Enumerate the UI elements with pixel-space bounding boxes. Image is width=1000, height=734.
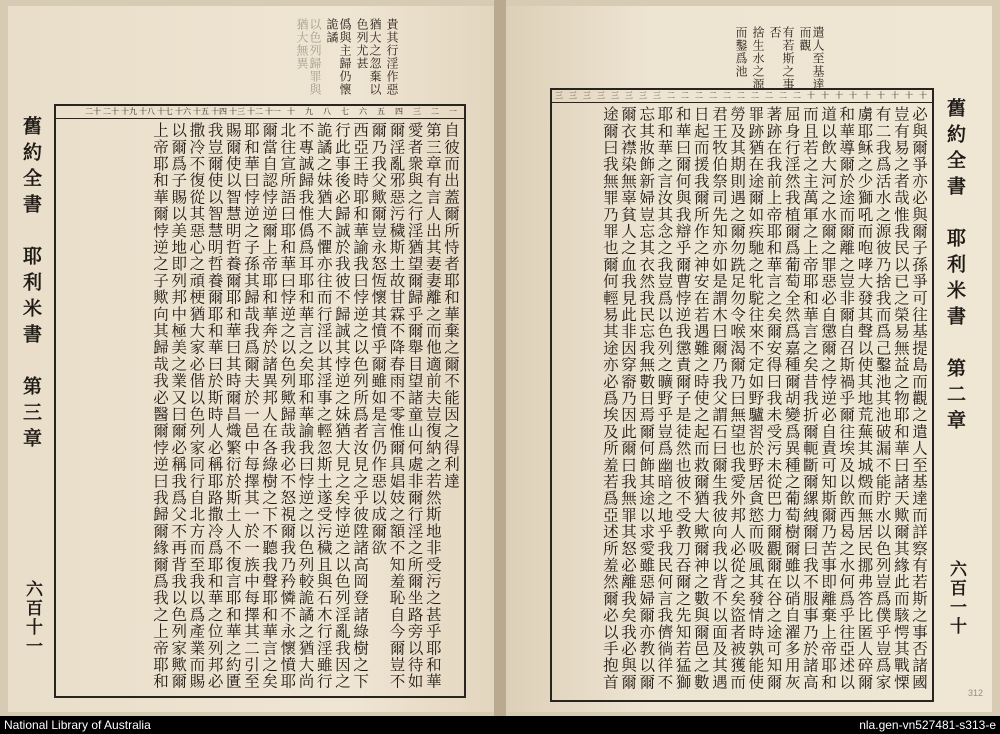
verse-number: 十三 bbox=[229, 107, 245, 116]
verse-number: 二十 bbox=[85, 107, 101, 116]
verse-number: 五 bbox=[377, 107, 385, 116]
footer-identifier: nla.gen-vn527481-s313-e bbox=[859, 718, 996, 732]
verse-number: 十一 bbox=[265, 107, 281, 116]
verse-number: 十 bbox=[905, 91, 913, 100]
text-column: 詭譎之妹猶大不懼亦往而行淫以其淫事之輕忽斯土遂受污穢且與石木行淫雖行 bbox=[314, 122, 333, 690]
verse-number: 二 bbox=[765, 91, 773, 100]
side-note: 僞與主歸仍懷詭譎 bbox=[325, 18, 352, 96]
verse-number: 十 bbox=[891, 91, 899, 100]
text-column: 第三章有言人出其妻妻離之而他適前夫豈復納之若然斯地非受污之甚乎耶和華 bbox=[423, 122, 442, 690]
text-column: 耶和華曰悖逆之子孫其歸哉我爲爾夫於一邑中每擇其一於一族中每擇其二引至 bbox=[241, 122, 260, 690]
left-page-number: 六百十一 bbox=[22, 580, 42, 656]
text-column: 勞及其期則遇之爾勿跣足勿令喉渴爾乃曰無望也我愛外邦人必從之矣盜者被獲而 bbox=[728, 106, 747, 691]
text-column: 著跡在我前上帝耶和華言之矣爾安得曰我未受污未從巴力爾觀爾在谷之途可知爾 bbox=[764, 106, 783, 691]
text-column: 愛者衆與之行淫猶望爾歸乎爾舉目望諸童山何處非爾行淫之所爾坐路旁以待如 bbox=[405, 122, 424, 690]
right-page-number: 六百一十 bbox=[946, 560, 966, 636]
right-verse-numbers bbox=[552, 90, 930, 102]
text-column: 爾當自認悖逆爾上帝耶和華奔於諸異邦人在各綠樹之下不聽我聲耶和華言之矣 bbox=[260, 122, 279, 690]
right-body-text bbox=[554, 106, 928, 694]
verse-number: 十七 bbox=[157, 107, 173, 116]
left-side-notes bbox=[295, 18, 398, 100]
verse-number: 十 bbox=[835, 91, 843, 100]
right-running-head: 舊約全書 耶利米書 第二章 bbox=[944, 98, 966, 436]
verse-number: 十 bbox=[877, 91, 885, 100]
text-column: 爾衣襟染無辜貧人之血我見此非因穿窬乃因此爾曰我無罪其怒必離我矣我必與爾 bbox=[619, 106, 637, 691]
verse-number: 三 bbox=[639, 91, 647, 100]
verse-number: 二 bbox=[793, 91, 801, 100]
text-column: 爾乃我父歟爾豈永怒恆懷其憤乎爾雖如是言仍作惡以成爾欲 bbox=[369, 122, 388, 557]
left-body-text bbox=[58, 122, 460, 690]
left-page bbox=[8, 6, 494, 712]
text-column: 不專誠歸我惟僞爲耳耶和華言之矣耶和華諭我曰悖逆之以色列較詭譎之猶大尚 bbox=[296, 122, 315, 690]
verse-number: 七 bbox=[341, 107, 349, 116]
text-column: 道以飲大河之水爾之罪惡必自懲爾之悖逆必自責可知斯爾乃苦事即離棄上帝耶和 bbox=[819, 106, 838, 691]
verse-number: 六 bbox=[359, 107, 367, 116]
verse-number: 十九 bbox=[121, 107, 137, 116]
pencil-mark: 312 bbox=[968, 688, 984, 698]
verse-number-rule bbox=[550, 102, 932, 103]
verse-number: 十六 bbox=[175, 107, 191, 116]
verse-number: 四 bbox=[395, 107, 403, 116]
text-column: 和華導爾於途而爾離之豈非爾自召斯禍乎爾往埃及以飲西曷之水何爲乎往亞述以 bbox=[837, 106, 856, 691]
text-column: 罪跡猶在途爾如疾馳之牝駝往來不定如野驢習於野居貪慾而吸風其發情時孰能使 bbox=[746, 106, 765, 691]
text-column: 爾淫亂邪惡污穢斯土故甘霖不降春雨不零惟爾具娼妓之額不知羞恥自今爾豈不 bbox=[387, 122, 406, 690]
archive-footer bbox=[0, 716, 1000, 734]
verse-number: 二 bbox=[681, 91, 689, 100]
verse-number: 二十 bbox=[103, 107, 119, 116]
verse-number: 十 bbox=[807, 91, 815, 100]
right-side-notes bbox=[734, 26, 824, 96]
text-column: 虜耶稣之少獅吼而咆哮大發其聲以使其地荒蕪其城燬而無居民挪弗答比匿人碎爾 bbox=[855, 106, 874, 691]
side-note: 有若斯之事否 bbox=[768, 26, 795, 91]
text-column: 屈身行淫然我植爾爲葡萄全然爲嘉種爾胡變爲異種之葡萄樹爾雖以硝自濯多用灰 bbox=[782, 106, 801, 691]
text-column: 和華曰爾何與我辯乎爾曹悖逆我懲責爾子是徒然也彼不受教刀吞爾之先知若猛獅 bbox=[673, 106, 692, 691]
verse-number: 三 bbox=[653, 91, 661, 100]
verse-number: 十四 bbox=[211, 107, 227, 116]
verse-number: 十八 bbox=[139, 107, 155, 116]
verse-number: 三 bbox=[625, 91, 633, 100]
verse-number: 十 bbox=[821, 91, 829, 100]
verse-number: 二 bbox=[779, 91, 787, 100]
verse-number: 二 bbox=[751, 91, 759, 100]
side-note: 以色列歸罪與猶大無異 bbox=[295, 18, 322, 96]
verse-number: 十五 bbox=[193, 107, 209, 116]
verse-number: 八 bbox=[323, 107, 331, 116]
text-column: 北往宣所語曰耶和華曰悖逆之以色列歟歸哉我必不怒視爾我乃矜憐不永懷憤耶 bbox=[278, 122, 297, 690]
side-note: 貴其行淫作惡 bbox=[385, 18, 399, 96]
text-column: 上帝耶和華爾悖逆之子歟向其歸哉我必醫爾悖逆曰我歸爾緣爾爲我之上帝耶和 bbox=[151, 122, 169, 690]
verse-number: 三 bbox=[611, 91, 619, 100]
verse-number: 二 bbox=[737, 91, 745, 100]
text-column: 賜爾使以智慧明哲養爾耶和華曰其時爾昌熾繁衍於斯土人不復言耶和華之約匱 bbox=[223, 122, 242, 690]
verse-number: 九 bbox=[305, 107, 313, 116]
left-running-head: 舊約全書 耶利米書 第三章 bbox=[20, 116, 42, 454]
verse-number: 一 bbox=[449, 107, 457, 116]
verse-number: 三 bbox=[597, 91, 605, 100]
text-column: 行此事後必歸誠於我彼不歸誠其悖逆之妹猶大見之矣悖逆之以色列淫亂我因之 bbox=[332, 122, 351, 690]
text-column: 西亞王時耶和華諭我曰悖逆之以色列所爲者汝見之乎彼陞諸高岡登諸綠樹之下 bbox=[351, 122, 370, 690]
text-column: 日起而援我爾所作之神安在若遇難之時使之起而救爾猶大歟爾神之數與爾邑之數 bbox=[691, 106, 710, 691]
verse-number: 三 bbox=[555, 91, 563, 100]
verse-number: 十二 bbox=[247, 107, 263, 116]
verse-number: 十 bbox=[849, 91, 857, 100]
verse-number: 三 bbox=[583, 91, 591, 100]
verse-number: 二 bbox=[709, 91, 717, 100]
text-column: 有二我爲活水之源彼乃捨我而爲己鑿池其池破漏不能貯水以色列豈爲僕乎豈爲家 bbox=[873, 106, 892, 691]
verse-number: 十 bbox=[919, 91, 927, 100]
text-column: 以爾爲子賜以美地即列邦中極美之業又曰爾必稱我爲父不再背我以色列家歟爾 bbox=[169, 122, 188, 690]
text-column: 豈有易之者哉惟我民以已之榮易無益之物耶和華曰諸天歟爾其緣此而駭愕其戰慄 bbox=[891, 106, 910, 691]
verse-number: 十 bbox=[287, 107, 295, 116]
text-column: 途爾曰我無罪乃罪也爾何輕易其途亦必爲埃及所羞若爲亞述所羞然爾必以手抱首 bbox=[600, 106, 619, 691]
text-column: 撒冷不復從其惡心之頑梗猶大家必偕以色列家同行自北方而至我以爲產業而賜 bbox=[187, 122, 206, 690]
verse-number-rule bbox=[54, 118, 464, 119]
footer-credit: National Library of Australia bbox=[4, 718, 151, 732]
verse-number: 二 bbox=[723, 91, 731, 100]
verse-number: 十 bbox=[863, 91, 871, 100]
verse-number: 三 bbox=[413, 107, 421, 116]
book-gutter bbox=[494, 0, 506, 716]
text-column: 必與爾爭亦必與爾子孫爭可往基提島而觀之遣人至基達而詳察有若斯之事否諸國 bbox=[910, 106, 928, 691]
side-note: 捨生水之源 bbox=[751, 26, 765, 91]
text-column: 而且若之主萬軍之上帝耶和華言之矣昔我折爾軛斷爾縲絏爾曰我不服事乃於諸高 bbox=[800, 106, 819, 691]
left-verse-numbers bbox=[56, 106, 462, 118]
text-column: 自彼而出蓋爾所恃者耶和華棄之爾不能因之得利達 bbox=[442, 122, 460, 490]
side-note: 而鑿爲池 bbox=[734, 26, 748, 78]
right-page bbox=[506, 6, 992, 712]
verse-number: 三 bbox=[569, 91, 577, 100]
verse-number: 二 bbox=[695, 91, 703, 100]
text-column: 君王牧伯祭司先知亦如是謂木曰爾乃我父謂石曰爾生我彼向我以背不以面及其遇 bbox=[709, 106, 728, 691]
verse-number: 二 bbox=[431, 107, 439, 116]
text-column: 我豈爾使以智慧明哲養爾耶和華曰於斯時人必稱耶路撒冷爲耶和華之位列邦必 bbox=[205, 122, 224, 690]
side-note: 猶大之忽棄以色列尤甚 bbox=[355, 18, 382, 96]
text-column: 忘其妝飾新婦豈忘其衣然我民忘我無數日焉爾何飾其途以求愛雖惡婦爾亦教以爾 bbox=[637, 106, 656, 691]
side-note: 遣人至基達而觀 bbox=[798, 26, 825, 91]
verse-number: 二 bbox=[667, 91, 675, 100]
text-column: 耶和華之言汝其念之我豈爲以色列之曠野乎豈爲幽暗之地乎我民何言我儕徜徉不 bbox=[655, 106, 674, 691]
